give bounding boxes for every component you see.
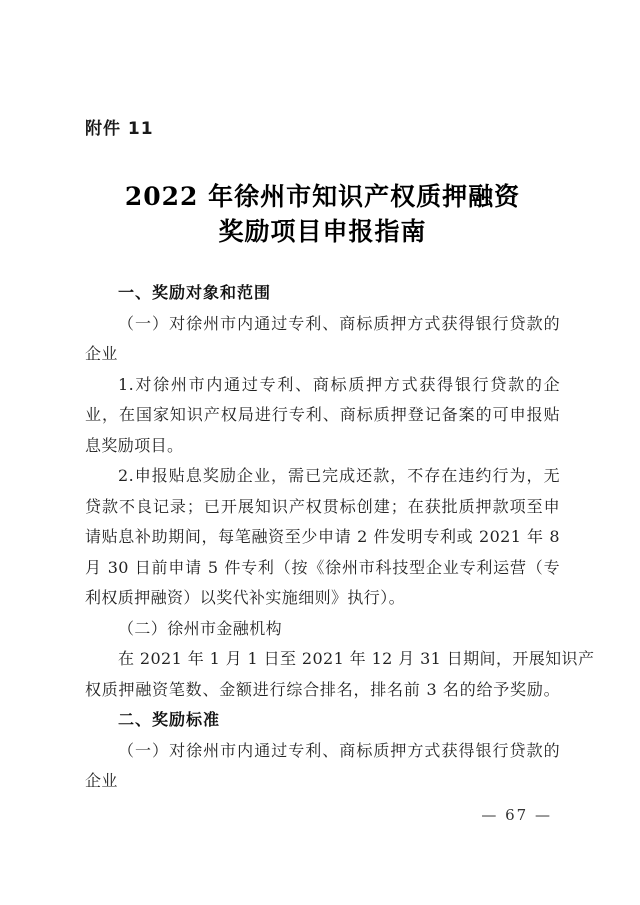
title-line-1: 2022 年徐州市知识产权质押融资 <box>124 182 521 211</box>
body-line: 贷款不良记录；已开展知识产权贯标创建；在获批质押款项至申 <box>85 496 560 516</box>
document-title <box>85 179 560 249</box>
body-line: 月 30 日前申请 5 件专利（按《徐州市科技型企业专利运营（专 <box>85 557 560 577</box>
section-heading-1: 一、奖励对象和范围 <box>118 283 272 302</box>
body-line: 请贴息补助期间，每笔融资至少申请 2 件发明专利或 2021 年 8 <box>85 527 560 546</box>
body-line: 企业 <box>85 771 118 790</box>
document-body <box>85 278 595 797</box>
body-line: 利权质押融资）以奖代补实施细则》执行）。 <box>85 588 406 607</box>
page-footer <box>85 806 560 824</box>
body-line: 1.对徐州市内通过专利、商标质押方式获得银行贷款的企 <box>118 374 560 394</box>
body-line: 息奖励项目。 <box>85 435 184 455</box>
page-number: — 67 — <box>481 806 552 824</box>
subsection-heading: （二）徐州市金融机构 <box>118 618 283 638</box>
body-line: 业，在国家知识产权局进行专利、商标质押登记备案的可申报贴 <box>85 405 560 424</box>
title-line-2: 奖励项目申报指南 <box>218 217 427 246</box>
body-line: 企业 <box>85 344 118 363</box>
section-heading-2: 二、奖励标准 <box>118 710 221 729</box>
body-line: （一）对徐州市内通过专利、商标质押方式获得银行贷款的 <box>118 740 560 760</box>
attachment-label: 附件 11 <box>85 119 154 139</box>
body-line: 权质押融资笔数、金额进行综合排名，排名前 3 名的给予奖励。 <box>85 679 560 699</box>
body-line: 在 2021 年 1 月 1 日至 2021 年 12 月 31 日期间，开展知识产 <box>118 649 595 668</box>
body-line: 2.申报贴息奖励企业，需已完成还款，不存在违约行为，无 <box>118 466 560 485</box>
body-line: （一）对徐州市内通过专利、商标质押方式获得银行贷款的 <box>118 313 560 333</box>
